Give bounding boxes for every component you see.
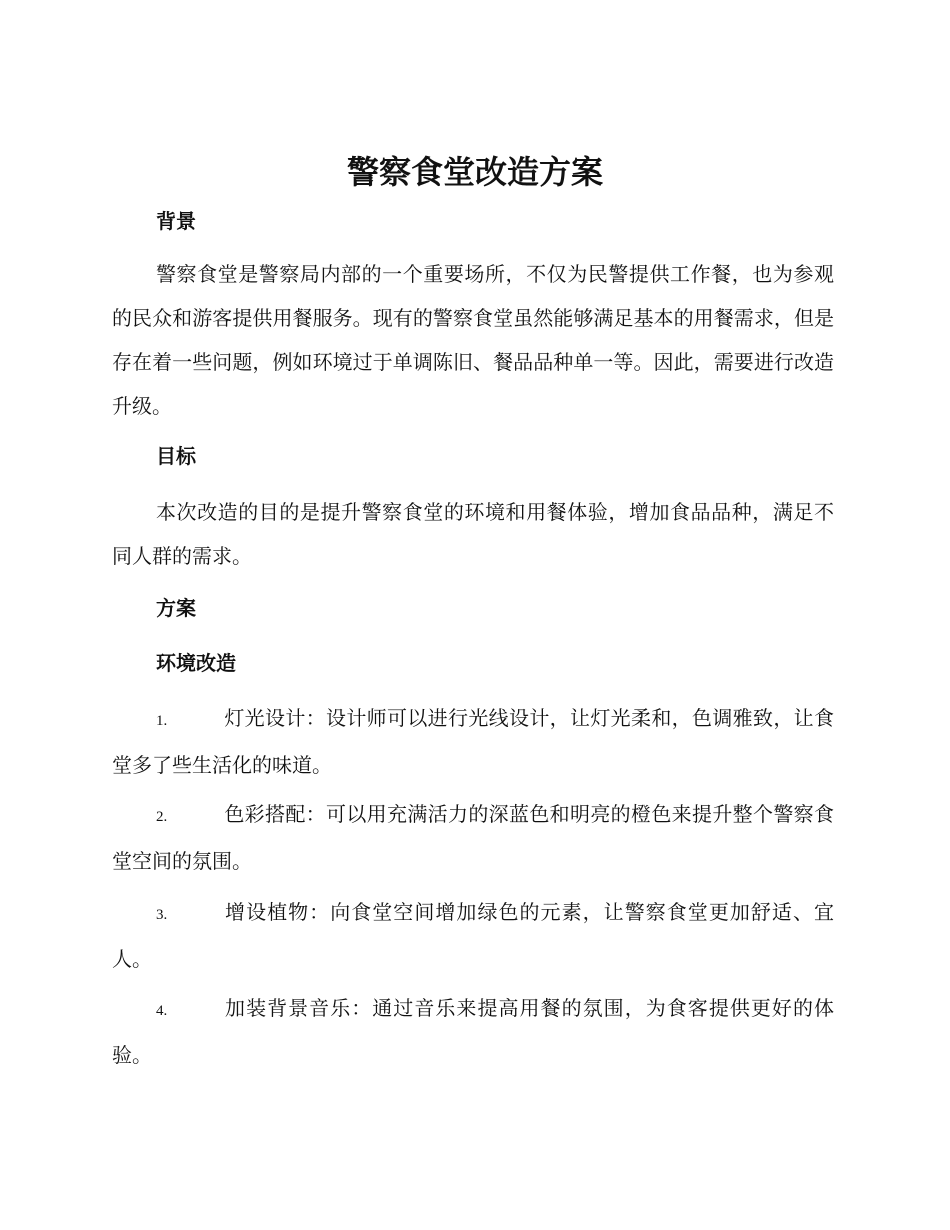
list-item-number: 1.	[156, 713, 168, 729]
list-item-text: 色彩搭配：可以用充满活力的深蓝色和明亮的橙色来提升整个警察食堂空间的氛围。	[112, 802, 834, 873]
document-title: 警察食堂改造方案	[346, 153, 603, 191]
section-heading-plan: 方案	[156, 596, 196, 620]
list-item-number: 4.	[156, 1003, 168, 1019]
list-item-number: 2.	[156, 809, 168, 825]
list-item	[112, 986, 834, 1077]
list-item-number: 3.	[156, 907, 168, 923]
subsection-heading-environment: 环境改造	[156, 651, 236, 675]
section-heading-goal: 目标	[156, 444, 196, 468]
list-item-text: 灯光设计：设计师可以进行光线设计，让灯光柔和，色调雅致，让食堂多了些生活化的味道。	[112, 706, 834, 777]
goal-paragraph: 本次改造的目的是提升警察食堂的环境和用餐体验，增加食品品种，满足不同人群的需求。	[112, 500, 834, 568]
list-item-text: 加装背景音乐：通过音乐来提高用餐的氛围，为食客提供更好的体验。	[112, 996, 834, 1067]
list-item-text: 增设植物：向食堂空间增加绿色的元素，让警察食堂更加舒适、宜人。	[112, 900, 834, 971]
list-item	[112, 696, 834, 787]
background-paragraph: 警察食堂是警察局内部的一个重要场所，不仅为民警提供工作餐，也为参观的民众和游客提供用餐服务。现有的警察食堂虽然能够满足基本的用餐需求，但是存在着一些问题，例如环境过于单调陈旧、餐品品种单一等。因此，需要进行改造升级。	[112, 262, 834, 418]
list-item	[112, 792, 834, 883]
section-heading-background: 背景	[156, 209, 196, 233]
list-item	[112, 890, 834, 981]
